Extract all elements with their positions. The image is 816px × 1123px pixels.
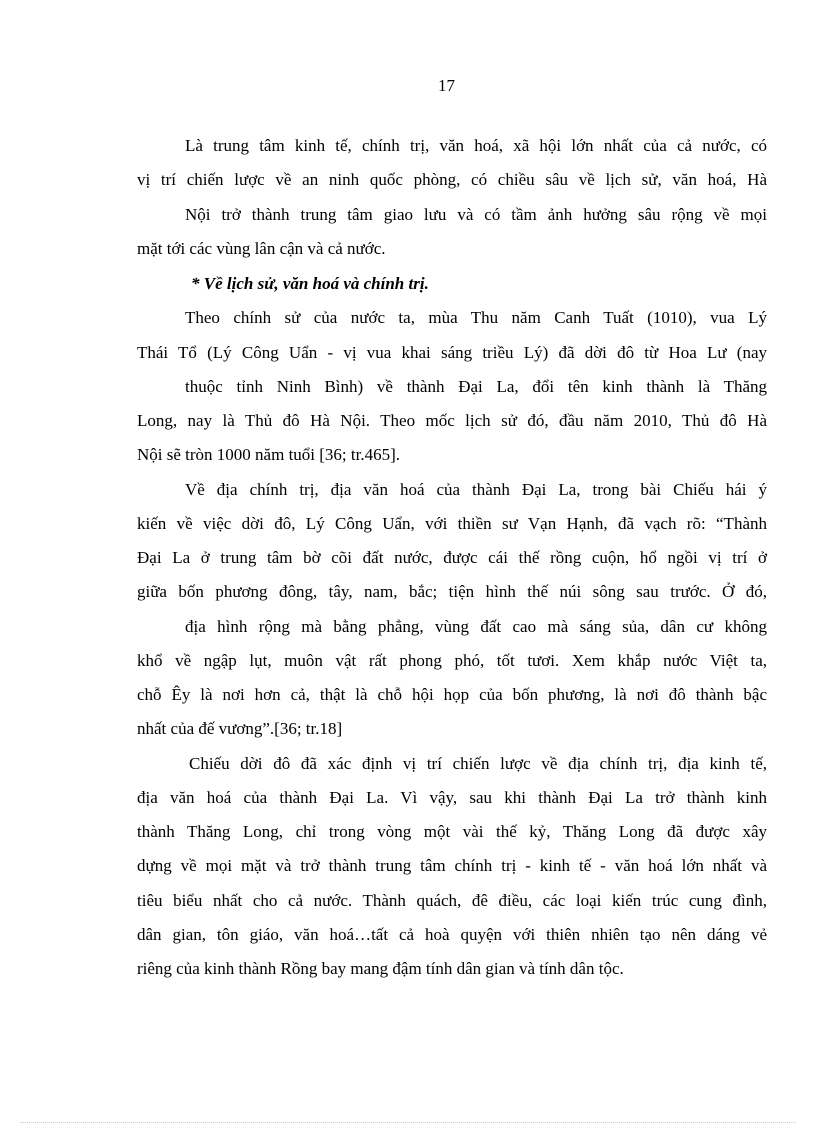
paragraph-3-line-3: Đại La ở trung tâm bờ cõi đất nước, được cái thế rồng cuộn, hổ ngồi vị trí ở (137, 548, 767, 567)
page-number: 17 (438, 76, 455, 95)
paragraph-3-line-6: khổ về ngập lụt, muôn vật rất phong phó, tốt tươi. Xem khắp nước Việt ta, (137, 651, 767, 670)
paragraph-4-line-4: dựng về mọi mặt và trở thành trung tâm chính trị - kinh tế - văn hoá lớn nhất và (137, 856, 767, 875)
paragraph-4-line-3: thành Thăng Long, chỉ trong vòng một vài thế kỷ, Thăng Long đã được xây (137, 822, 767, 841)
paragraph-4-line-2: địa văn hoá của thành Đại La. Vì vậy, sau khi thành Đại La trở thành kinh (137, 788, 767, 807)
paragraph-3-line-4: giữa bốn phương đông, tây, nam, bắc; tiện hình thế núi sông sau trước. Ở đó, (137, 582, 767, 601)
paragraph-3-line-7: chỗ Êy là nơi hơn cả, thật là chỗ hội họp của bốn phương, là nơi đô thành bậc (137, 685, 767, 704)
paragraph-3-line-2: kiến về việc dời đô, Lý Công Uẩn, với thiền sư Vạn Hạnh, đã vạch rõ: “Thành (137, 514, 767, 533)
paragraph-4-line-6: dân gian, tôn giáo, văn hoá…tất cả hoà quyện với thiên nhiên tạo nên dáng vẻ (137, 925, 767, 944)
paragraph-4-line-1: Chiếu dời đô đã xác định vị trí chiến lược về địa chính trị, địa kinh tế, (189, 754, 767, 773)
paragraph-2-line-4: Long, nay là Thủ đô Hà Nội. Theo mốc lịch sử đó, đầu năm 2010, Thủ đô Hà (137, 411, 767, 430)
paragraph-2-line-2: Thái Tổ (Lý Công Uẩn - vị vua khai sáng triều Lý) đã dời đô từ Hoa Lư (nay (137, 343, 767, 362)
paragraph-1-line-3: Nội trở thành trung tâm giao lưu và có tầm ảnh hưởng sâu rộng về mọi (185, 205, 767, 224)
section-heading: * Về lịch sử, văn hoá và chính trị. (191, 274, 429, 293)
paragraph-2-line-1: Theo chính sử của nước ta, mùa Thu năm Canh Tuất (1010), vua Lý (185, 308, 767, 327)
paragraph-1-line-4: mặt tới các vùng lân cận và cả nước. (137, 239, 386, 258)
paragraph-2-line-3: thuộc tỉnh Ninh Bình) về thành Đại La, đổi tên kinh thành là Thăng (185, 377, 767, 396)
paragraph-3-line-8: nhất của đế vương”.[36; tr.18] (137, 719, 343, 738)
paragraph-4-line-7: riêng của kinh thành Rồng bay mang đậm tính dân gian và tính dân tộc. (137, 959, 624, 978)
paragraph-1-line-1: Là trung tâm kinh tế, chính trị, văn hoá, xã hội lớn nhất của cả nước, có (185, 136, 767, 155)
paragraph-3-line-5: địa hình rộng mà bằng phẳng, vùng đất cao mà sáng sủa, dân cư không (185, 617, 767, 636)
paragraph-4-line-5: tiêu biểu nhất cho cả nước. Thành quách, đê điều, các loại kiến trúc cung đình, (137, 891, 767, 910)
paragraph-2-line-5: Nội sẽ tròn 1000 năm tuổi [36; tr.465]. (137, 445, 401, 464)
paragraph-1-line-2: vị trí chiến lược về an ninh quốc phòng, có chiều sâu về lịch sử, văn hoá, Hà (137, 170, 767, 189)
paragraph-3-line-1: Về địa chính trị, địa văn hoá của thành Đại La, trong bài Chiếu hái ý (185, 480, 767, 499)
